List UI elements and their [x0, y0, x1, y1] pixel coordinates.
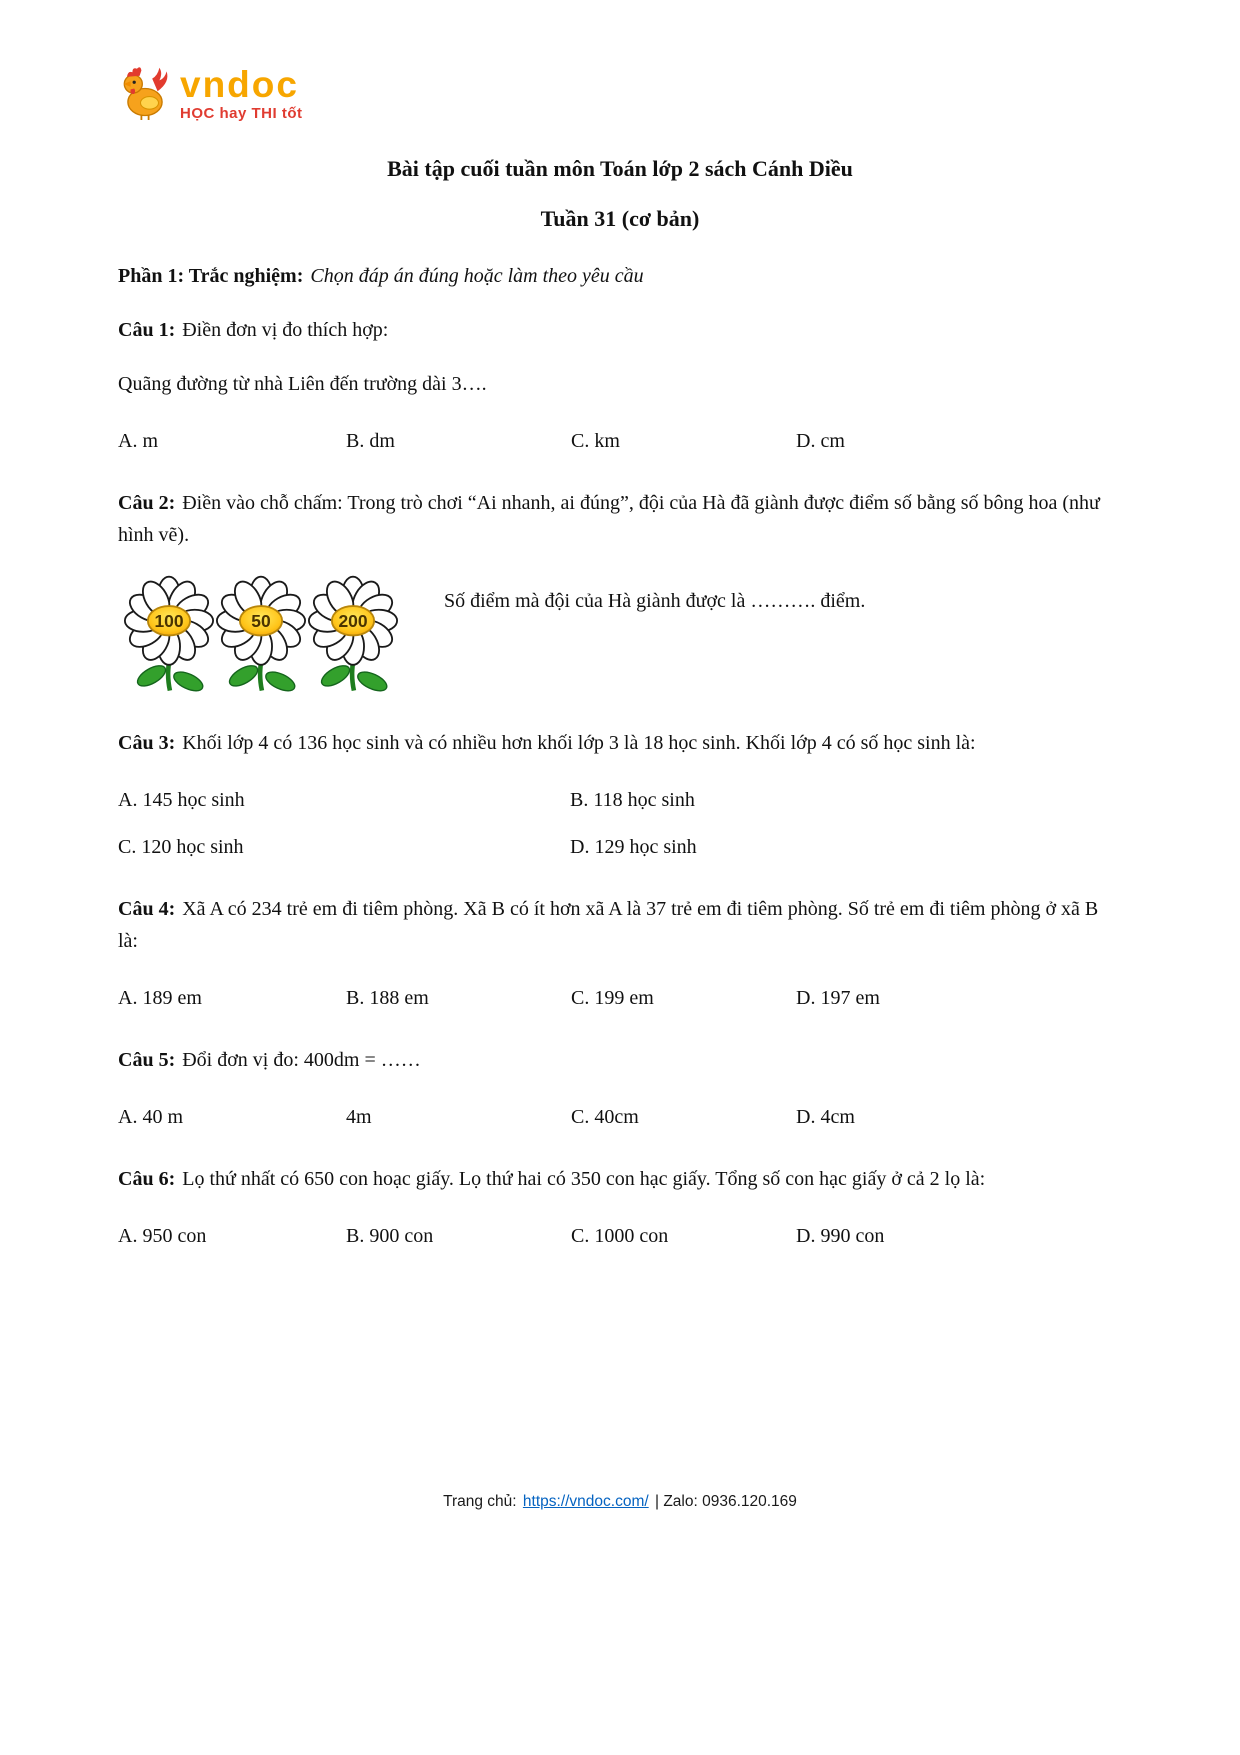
option-d: D. cm [796, 430, 845, 452]
question-2-label: Câu 2: [118, 492, 176, 514]
chicken-mascot-icon [118, 64, 172, 122]
option-a: A. 189 em [118, 987, 202, 1009]
question-1-label: Câu 1: [118, 319, 176, 341]
question-2-caption: Số điểm mà đội của Hà giành được là ………. điểm. [444, 590, 866, 612]
option-b: 4m [346, 1106, 372, 1128]
question-6-label: Câu 6: [118, 1168, 176, 1190]
question-1-options [118, 430, 1122, 453]
question-3-text: Khối lớp 4 có 136 học sinh và có nhiều hơn khối lớp 3 là 18 học sinh. Khối lớp 4 có số học sinh là: [182, 732, 976, 754]
flower-200-icon [302, 573, 404, 697]
homepage-link[interactable]: https://vndoc.com/ [522, 1493, 649, 1510]
question-2-stem [118, 487, 1122, 551]
option-c: C. 40cm [571, 1106, 639, 1128]
option-d: D. 129 học sinh [570, 836, 697, 858]
brand-name: vndoc [180, 63, 299, 105]
option-b: B. 188 em [346, 987, 429, 1009]
question-2-text: Điền vào chỗ chấm: Trong trò chơi “Ai nhanh, ai đúng”, đội của Hà đã giành được điểm số bằng số bông hoa (như hình vẽ). [118, 492, 1100, 546]
vndoc-logo [118, 64, 1122, 122]
question-4-label: Câu 4: [118, 898, 176, 920]
option-d: D. 990 con [796, 1225, 885, 1247]
option-a: A. m [118, 430, 158, 452]
question-3-stem [118, 727, 1122, 759]
question-6-stem [118, 1163, 1122, 1195]
question-4-stem [118, 893, 1122, 957]
option-d: D. 4cm [796, 1106, 855, 1128]
question-5-label: Câu 5: [118, 1049, 176, 1071]
part1-label: Phần 1: Trắc nghiệm: [118, 265, 304, 287]
option-b: B. dm [346, 430, 395, 452]
question-6-options [118, 1225, 1122, 1248]
question-6-text: Lọ thứ nhất có 650 con hoạc giấy. Lọ thứ hai có 350 con hạc giấy. Tổng số con hạc giấy ở cả 2 lọ là: [182, 1168, 986, 1190]
footer-zalo: | Zalo: 0936.120.169 [655, 1493, 797, 1510]
page-title: Bài tập cuối tuần môn Toán lớp 2 sách Cánh Diều [387, 156, 853, 181]
option-c: C. 199 em [571, 987, 654, 1009]
part1-heading [118, 260, 1122, 292]
option-c: C. km [571, 430, 620, 452]
option-c: C. 120 học sinh [118, 836, 244, 858]
question-3-label: Câu 3: [118, 732, 176, 754]
svg-text:100: 100 [154, 611, 184, 632]
option-c: C. 1000 con [571, 1225, 669, 1247]
page-subtitle: Tuần 31 (cơ bản) [540, 206, 700, 231]
option-d: D. 197 em [796, 987, 880, 1009]
question-5-stem [118, 1044, 1122, 1076]
question-1-text: Điền đơn vị đo thích hợp: [182, 319, 389, 341]
footer-prefix: Trang chủ: [443, 1493, 517, 1510]
svg-text:200: 200 [338, 611, 368, 632]
question-1-stem [118, 314, 1122, 346]
flowers-illustration [118, 573, 444, 697]
option-a: A. 145 học sinh [118, 789, 245, 811]
part1-instruction: Chọn đáp án đúng hoặc làm theo yêu cầu [310, 265, 644, 287]
page-footer [0, 1493, 1240, 1511]
flower-100-icon [118, 573, 220, 697]
flower-50-icon [210, 573, 312, 697]
question-5-text: Đổi đơn vị đo: 400dm = …… [182, 1049, 421, 1071]
question-2-figure [118, 573, 1122, 697]
option-b: B. 118 học sinh [570, 789, 695, 811]
brand-tagline: HỌC hay THI tốt [180, 104, 303, 122]
question-4-text: Xã A có 234 trẻ em đi tiêm phòng. Xã B có ít hơn xã A là 37 trẻ em đi tiêm phòng. Số trẻ em đi tiêm phòng ở xã B là: [118, 898, 1099, 952]
svg-text:50: 50 [251, 611, 271, 632]
option-b: B. 900 con [346, 1225, 434, 1247]
question-3-options [118, 789, 1122, 859]
option-a: A. 950 con [118, 1225, 207, 1247]
option-a: A. 40 m [118, 1106, 183, 1128]
question-1-body: Quãng đường từ nhà Liên đến trường dài 3…. [118, 373, 487, 395]
question-4-options [118, 987, 1122, 1010]
question-5-options [118, 1106, 1122, 1129]
